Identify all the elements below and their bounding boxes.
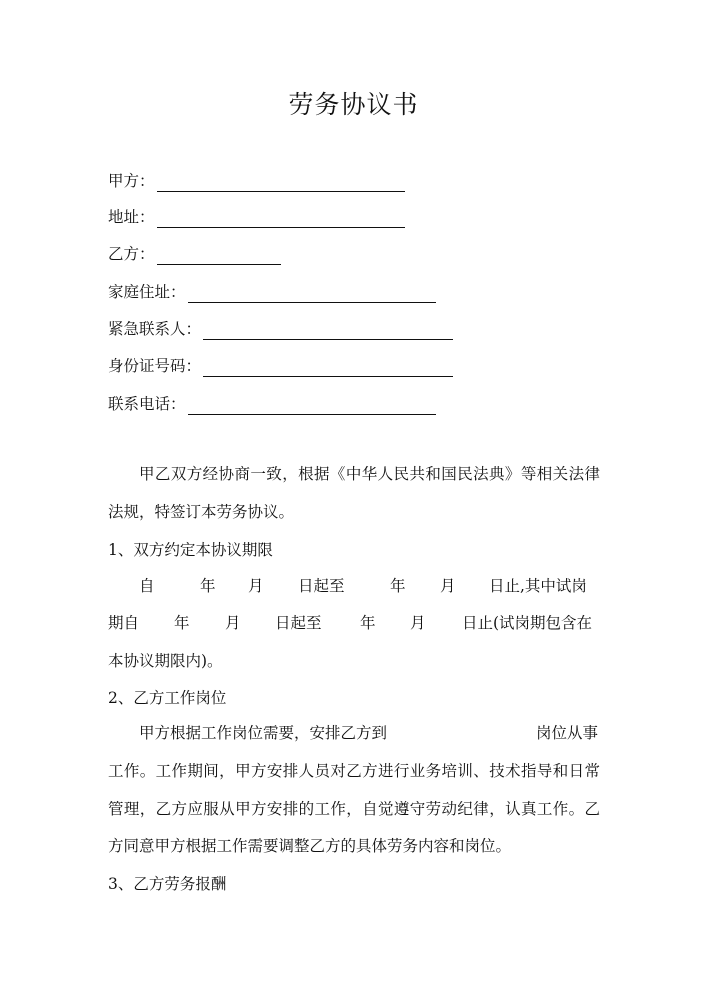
field-label: 家庭住址： [108,283,186,301]
intro-paragraph: 甲乙双方经协商一致，根据《中华人民共和国民法典》等相关法律法规，特签订本劳务协议。 [108,465,600,521]
field-label: 地址： [108,208,155,226]
blank-line[interactable] [188,396,436,415]
post-assignment-line: 甲方根据工作岗位需要，安排乙方到 岗位从事 [139,724,599,742]
field-address [108,204,405,228]
field-label: 乙方： [108,245,155,263]
blank-line[interactable] [203,321,453,340]
term-date-line-2: 期自 年 月 日起至 年 月 日止(试岗期包含在 [108,614,593,632]
field-home-address [108,279,436,303]
field-label: 紧急联系人： [108,320,202,338]
field-party-a [108,168,405,192]
section-2-paragraph: 工作。工作期间，甲方安排人员对乙方进行业务培训、技术指导和日常管理，乙方应服从甲方安排的工作，自觉遵守劳动纪律，认真工作。乙方同意甲方根据工作需要调整乙方的具体劳务内容和岗位。 [108,762,600,855]
field-phone [108,391,436,415]
field-label: 甲方： [108,172,155,190]
section-2-heading: 2、乙方工作岗位 [108,689,227,707]
term-date-line-3: 本协议期限内)。 [108,652,223,670]
blank-line[interactable] [188,284,436,303]
section-3-heading: 3、乙方劳务报酬 [108,875,227,893]
field-id-number [108,353,453,377]
field-emergency-contact [108,316,453,340]
field-label: 联系电话： [108,395,186,413]
blank-line[interactable] [157,173,405,192]
section-1-heading: 1、双方约定本协议期限 [108,541,273,559]
document-title: 劳务协议书 [288,90,419,119]
term-date-line-1: 自 年 月 日起至 年 月 日止,其中试岗 [139,577,587,595]
blank-line[interactable] [157,246,281,265]
field-party-b [108,241,281,265]
blank-line[interactable] [157,209,405,228]
blank-line[interactable] [203,358,453,377]
field-label: 身份证号码： [108,357,202,375]
